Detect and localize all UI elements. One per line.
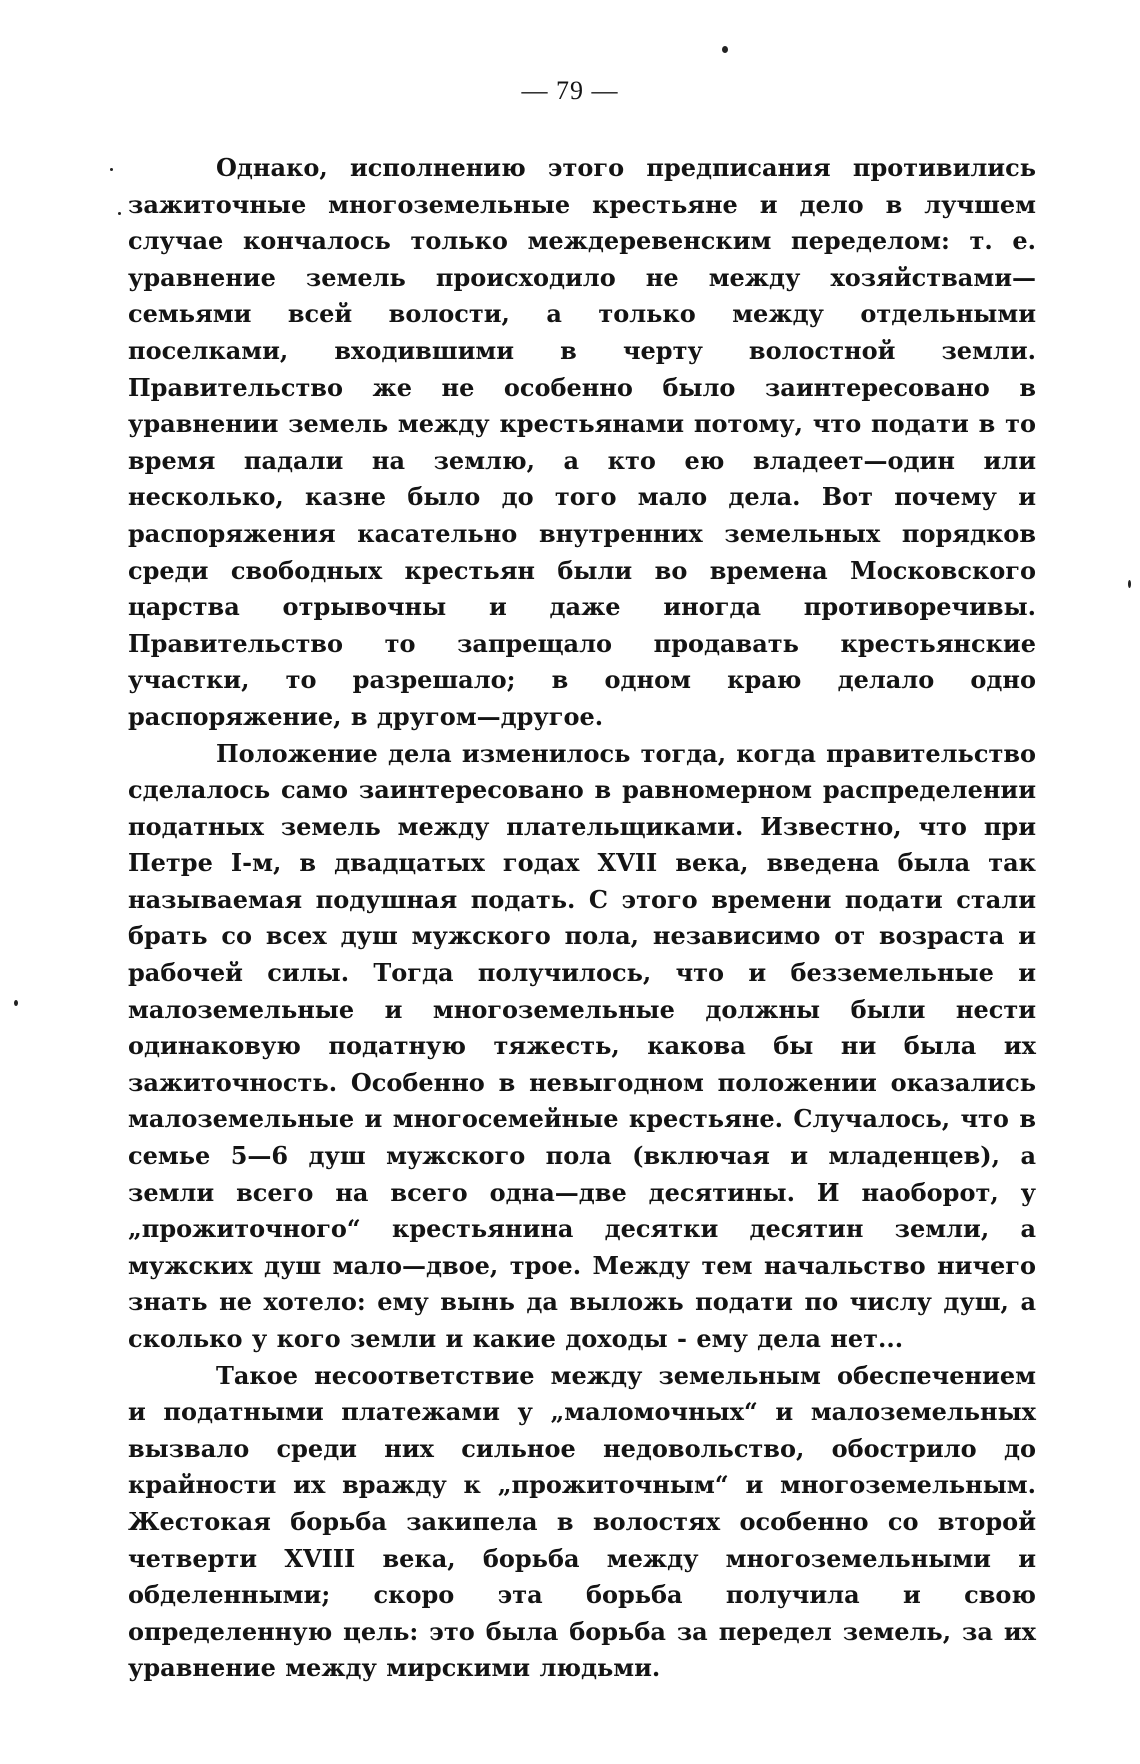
paragraph-2: Положение дела изменилось тогда, когда правительство сделалось само заинтересовано в равномерном распределении податных земель между плательщиками. Известно, что при Петре I-м, в двадцатых годах XVII века, введена была так называемая подушная подать. С этого времени подати стали брать со всех душ мужского пола, независимо от возраста и рабочей силы. Тогда получилось, что и безземельные и малоземельные и многоземельные должны были нести одинаковую податную тяжесть, какова бы ни была их зажиточность. Особенно в невыгодном положении оказались малоземельные и многосемейные крестьяне. Случалось, что в семье 5—6 душ мужского пола (включая и младенцев), а земли всего на всего одна—две десятины. И наоборот, у „прожиточного“ крестьянина десятки десятин земли, а мужских душ мало—двое, трое. Между тем начальство ничего знать не хотело: ему вынь да выложь подати по числу душ, а сколько у кого земли и какие доходы - ему дела нет... [128,738,1036,1353]
paragraph-1: Однако, исполнению этого предписания противились зажиточные многоземельные крестьяне и дело в лучшем случае кончалось только междеревенским переделом: т. е. уравнение земель происходило не между хозяйствами—семьями всей волости, а только между отдельными поселками, входившими в черту волостной земли. Правительство же не особенно было заинтересовано в уравнении земель между крестьянами потому, что подати в то время падали на землю, а кто ею владеет—один или несколько, казне было до того мало дела. Вот почему и распоряжения касательно внутренних земельных порядков среди свободных крестьян были во времена Московского царства отрывочны и даже иногда противоречивы. Правительство то запрещало продавать крестьянские участки, то разрешало; в одном краю делало одно распоряжение, в другом—другое. [128,153,1036,731]
scan-speck [110,168,113,171]
body-text [128,150,1036,1687]
paragraph-3: Такое несоответствие между земельным обеспечением и податными платежами у „маломочных“ и малоземельных вызвало среди них сильное недовольство, обострило до крайности их вражду к „прожиточным“ и многоземельным. Жестокая борьба закипела в волостях особенно со второй четверти XVIII века, борьба между многоземельными и обделенными; скоро эта борьба получила и свою определенную цель: это была борьба за передел земель, за их уравнение между мирскими людьми. [128,1360,1036,1683]
page-number: — 79 — [521,76,619,105]
scan-speck [1128,580,1131,588]
scan-speck [722,46,728,53]
scan-speck [118,212,121,215]
scan-speck [14,1000,18,1006]
